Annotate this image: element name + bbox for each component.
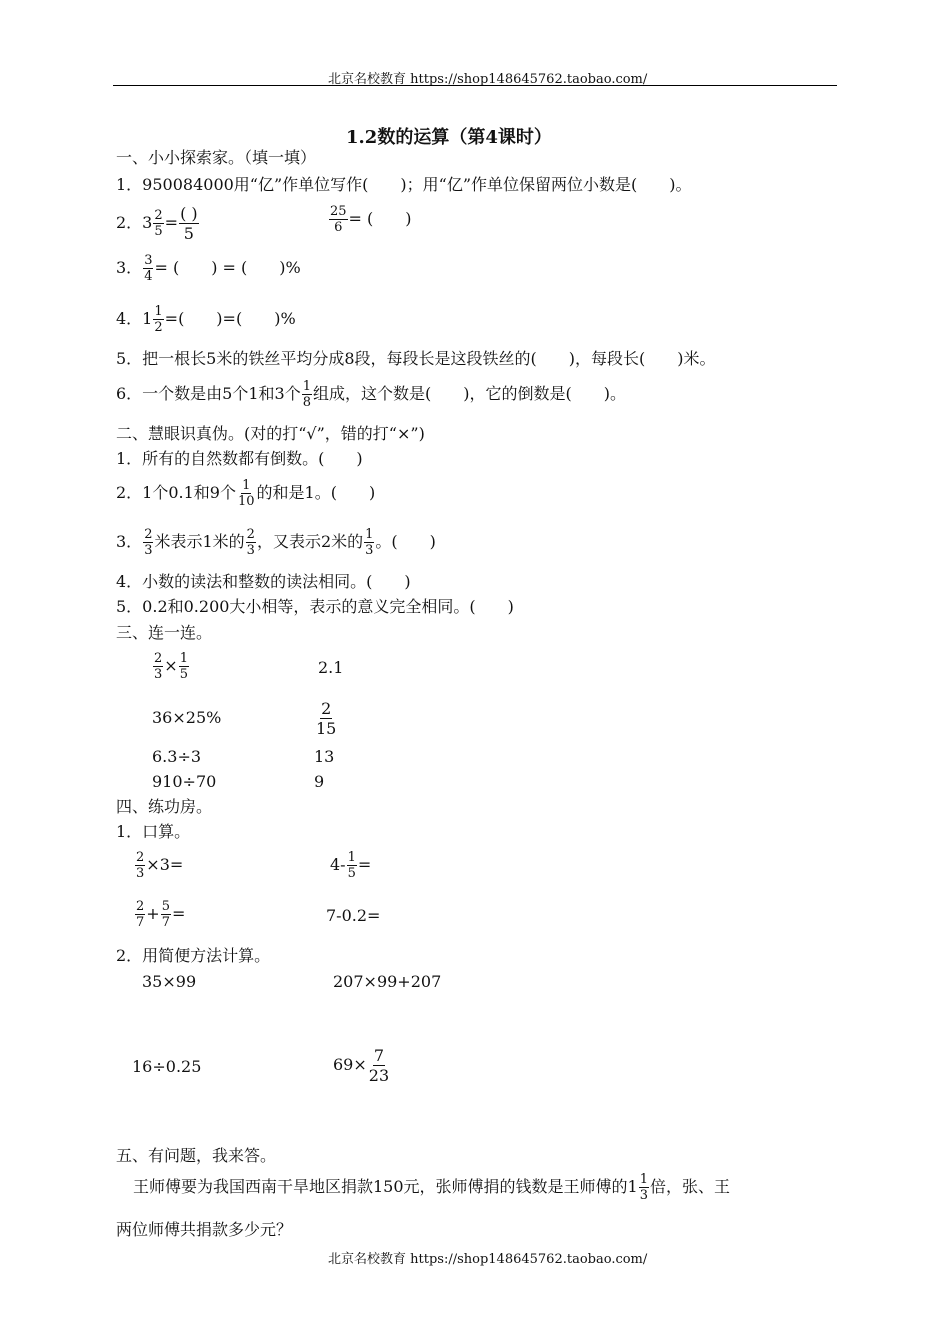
page-footer: 北京名校教育 https://shop148645762.taobao.com/ <box>328 1252 648 1267</box>
fraction-numerator: 1 <box>242 478 251 493</box>
s2-question-5: 5．0.2和0.200大小相等，表示的意义完全相同。( ) <box>116 597 514 616</box>
s2-q2-pre: 2．1个0.1和9个 <box>116 483 236 502</box>
simplify-calc-4 <box>333 1046 391 1085</box>
fraction <box>179 651 189 682</box>
fraction <box>153 208 163 239</box>
s2-q3-post: 。( ) <box>375 532 436 551</box>
s1-question-3 <box>116 253 301 284</box>
s1-q3-label: 3． <box>116 258 143 277</box>
fraction-denominator: 15 <box>316 719 337 738</box>
s4-sub-2: 2．用简便方法计算。 <box>116 946 271 965</box>
match-right-1[interactable]: 2.1 <box>318 658 344 677</box>
fraction <box>364 527 374 558</box>
blank-fraction <box>179 204 199 243</box>
s2-question-3 <box>116 527 436 558</box>
fraction <box>135 899 145 930</box>
match-right-2[interactable] <box>314 699 338 738</box>
oral-calc-1-tail: ×3= <box>146 855 184 874</box>
section-2-heading: 二、慧眼识真伪。(对的打“√”，错的打“×”) <box>116 424 425 443</box>
simplify-calc-3: 16÷0.25 <box>132 1057 202 1076</box>
fraction-denominator: 23 <box>368 1066 390 1085</box>
s1-question-2b <box>328 204 412 235</box>
s1-q4-label: 4．1 <box>116 309 153 328</box>
s1-q2-label: 2．3 <box>116 213 153 232</box>
oral-calc-3-tail: = <box>171 904 186 923</box>
fraction-denominator: 3 <box>144 543 153 558</box>
match-right-4[interactable]: 9 <box>314 772 325 791</box>
fraction-numerator: 1 <box>347 850 356 865</box>
fraction-numerator: 2 <box>154 208 163 223</box>
fraction-numerator: 2 <box>136 850 145 865</box>
fraction-numerator: 1 <box>302 379 312 394</box>
match-left-2[interactable]: 36×25% <box>152 708 222 727</box>
fraction-numerator: 5 <box>161 899 170 914</box>
section-1-heading: 一、小小探索家。（填一填） <box>116 148 317 167</box>
header-rule <box>113 85 837 86</box>
fraction <box>639 1172 649 1203</box>
fraction-denominator: 10 <box>238 494 255 509</box>
fraction-denominator: 3 <box>365 543 374 558</box>
fraction <box>302 379 312 410</box>
fraction-numerator: 2 <box>321 699 332 718</box>
s2-q3-pre: 3． <box>116 532 143 551</box>
s1-question-1: 1．950084000用“亿”作单位写作( )；用“亿”作单位保留两位小数是( )。 <box>116 175 692 194</box>
fraction-numerator: 2 <box>136 899 145 914</box>
fraction-denominator: 2 <box>154 320 163 335</box>
oral-calc-1 <box>134 850 183 881</box>
match-left-1[interactable] <box>152 651 190 682</box>
section-3-heading: 三、连一连。 <box>116 623 213 642</box>
s1-q2-tail: = ( ) <box>348 209 412 228</box>
fraction-numerator: 1 <box>179 651 188 666</box>
s1-q3-tail: = ( ) = ( )% <box>154 258 301 277</box>
word-problem-line-2: 两位师傅共捐款多少元？ <box>116 1220 293 1239</box>
match-left-3[interactable]: 6.3÷3 <box>152 747 202 766</box>
s1-question-2 <box>116 204 200 243</box>
fraction-denominator: 5 <box>347 866 356 881</box>
s2-question-2 <box>116 478 375 509</box>
s2-q3-mid1: 米表示1米的 <box>154 532 245 551</box>
fraction-denominator: 3 <box>154 667 163 682</box>
s2-question-1: 1．所有的自然数都有倒数。( ) <box>116 449 363 468</box>
s1-question-4 <box>116 304 296 335</box>
s1-question-6 <box>116 379 626 410</box>
s1-question-5: 5．把一根长5米的铁丝平均分成8段，每段长是这段铁丝的( )，每段长( )米。 <box>116 349 716 368</box>
match-left-4[interactable]: 910÷70 <box>152 772 217 791</box>
fraction-numerator: 2 <box>154 651 163 666</box>
times-sign: × <box>164 656 178 675</box>
word-problem-pre: 王师傅要为我国西南干旱地区捐款150元，张师傅捐的钱数是王师傅的 <box>133 1177 628 1196</box>
fraction <box>368 1046 390 1085</box>
fraction-denominator: 3 <box>246 543 255 558</box>
fraction-numerator: 1 <box>639 1172 649 1187</box>
fraction-denominator: 3 <box>639 1188 649 1203</box>
oral-calc-2 <box>330 850 371 881</box>
fraction <box>153 304 163 335</box>
fraction-numerator: 1 <box>154 304 163 319</box>
simplify-calc-2: 207×99+207 <box>333 972 442 991</box>
s2-question-4: 4．小数的读法和整数的读法相同。( ) <box>116 572 411 591</box>
fraction-denominator: 7 <box>161 915 170 930</box>
word-problem-int: 1 <box>627 1177 638 1196</box>
fraction <box>246 527 256 558</box>
match-right-3[interactable]: 13 <box>314 747 335 766</box>
s2-q3-mid2: ，又表示2米的 <box>256 532 364 551</box>
fraction-denominator: 7 <box>136 915 145 930</box>
oral-calc-2-pre: 4- <box>330 855 346 874</box>
fraction-denominator: 3 <box>136 866 145 881</box>
s2-q2-post: 的和是1。( ) <box>256 483 376 502</box>
fraction <box>153 651 163 682</box>
s4-sub-1: 1．口算。 <box>116 822 191 841</box>
oral-calc-4: 7-0.2= <box>326 906 381 925</box>
blank-denominator: 5 <box>183 224 194 243</box>
s1-q4-tail: =( )=( )% <box>164 309 296 328</box>
oral-calc-2-tail: = <box>357 855 372 874</box>
fraction-denominator: 4 <box>144 269 153 284</box>
section-4-heading: 四、练功房。 <box>116 797 213 816</box>
section-5-heading: 五、有问题，我来答。 <box>116 1146 277 1165</box>
fraction-denominator: 5 <box>179 667 188 682</box>
blank-numerator: ( ) <box>180 204 198 223</box>
fraction-numerator: 3 <box>144 253 153 268</box>
plus-sign: + <box>146 904 160 923</box>
simplify-calc-4-pre: 69× <box>333 1055 367 1074</box>
fraction <box>135 850 145 881</box>
s1-q6-post: 组成，这个数是( )，它的倒数是( )。 <box>313 384 626 403</box>
fraction-denominator: 5 <box>154 224 163 239</box>
fraction <box>161 899 171 930</box>
fraction-numerator: 1 <box>365 527 374 542</box>
fraction-denominator: 6 <box>334 220 343 235</box>
fraction <box>315 699 337 738</box>
fraction <box>143 527 153 558</box>
fraction-numerator: 2 <box>246 527 255 542</box>
fraction <box>143 253 153 284</box>
simplify-calc-1: 35×99 <box>142 972 197 991</box>
fraction-numerator: 25 <box>330 204 347 219</box>
oral-calc-3 <box>134 899 185 930</box>
fraction-denominator: 8 <box>302 395 312 410</box>
equals-sign: = <box>164 213 179 232</box>
page-title: 1.2数的运算（第4课时） <box>346 127 552 148</box>
fraction-numerator: 2 <box>144 527 153 542</box>
fraction <box>237 478 256 509</box>
fraction <box>347 850 357 881</box>
word-problem-line-1 <box>133 1172 730 1203</box>
page-header: 北京名校教育 https://shop148645762.taobao.com/ <box>328 72 648 87</box>
word-problem-post: 倍，张、王 <box>650 1177 731 1196</box>
fraction-numerator: 7 <box>373 1046 385 1065</box>
s1-q6-pre: 6．一个数是由5个1和3个 <box>116 384 301 403</box>
fraction <box>329 204 348 235</box>
